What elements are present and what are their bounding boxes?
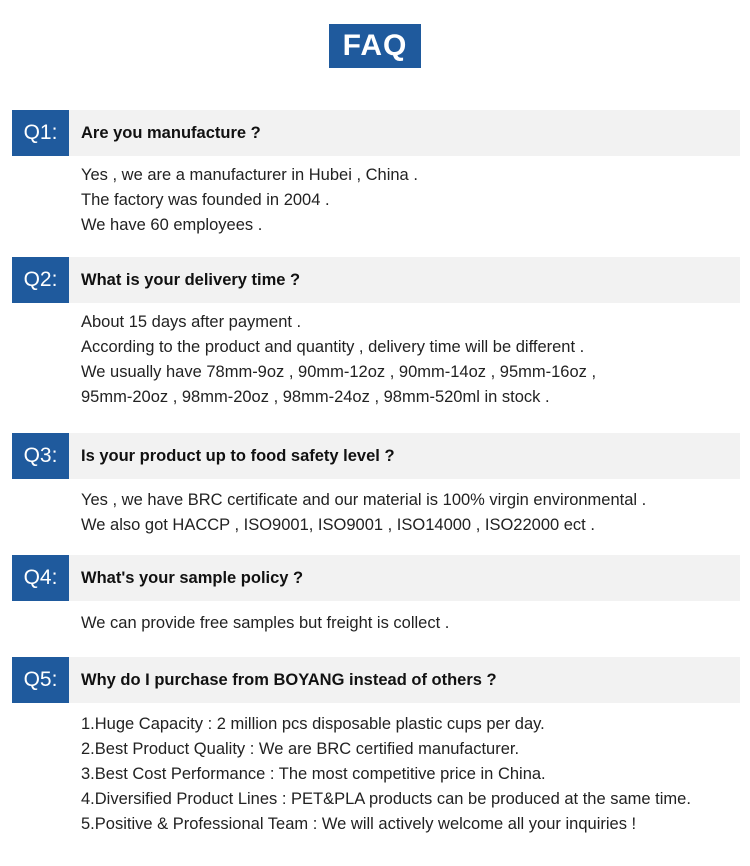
answer-line: According to the product and quantity , delivery time will be different .	[81, 338, 585, 356]
answer-line: 3.Best Cost Performance : The most competitive price in China.	[81, 765, 546, 783]
answer	[81, 488, 646, 538]
answer-line: 1.Huge Capacity : 2 million pcs disposable plastic cups per day.	[81, 715, 545, 733]
answer-line: Yes , we have BRC certificate and our material is 100% virgin environmental .	[81, 491, 647, 509]
question-bar	[12, 110, 740, 156]
answer	[81, 163, 418, 238]
answer	[81, 712, 691, 837]
answer-line: Yes , we are a manufacturer in Hubei , China .	[81, 166, 418, 184]
question-bar	[12, 657, 740, 703]
answer-line: 2.Best Product Quality : We are BRC certified manufacturer.	[81, 740, 520, 758]
question-text: What is your delivery time ?	[81, 271, 301, 289]
question-text: Why do I purchase from BOYANG instead of others ?	[81, 671, 497, 689]
question-text: What's your sample policy ?	[81, 569, 304, 587]
answer	[81, 611, 449, 636]
faq-item-q3	[12, 433, 740, 534]
question-number: Q4:	[12, 555, 69, 601]
question-number: Q2:	[12, 257, 69, 303]
question-bar	[12, 433, 740, 479]
question-number: Q3:	[12, 433, 69, 479]
faq-item-q1	[12, 110, 740, 234]
answer-line: 4.Diversified Product Lines : PET&PLA products can be produced at the same time.	[81, 790, 691, 808]
question-text: Is your product up to food safety level ?	[81, 447, 395, 465]
faq-item-q5	[12, 657, 740, 833]
question-bar	[12, 257, 740, 303]
answer-line: The factory was founded in 2004 .	[81, 191, 330, 209]
question-text: Are you manufacture ?	[81, 124, 261, 142]
question-bar	[12, 555, 740, 601]
answer-line: We can provide free samples but freight is collect .	[81, 614, 450, 632]
faq-item-q2	[12, 257, 740, 406]
faq-item-q4	[12, 555, 740, 632]
question-number: Q1:	[12, 110, 69, 156]
question-number: Q5:	[12, 657, 69, 703]
answer-line: We also got HACCP , ISO9001, ISO9001 , ISO14000 , ISO22000 ect .	[81, 516, 595, 534]
page-title: FAQ	[329, 24, 422, 68]
title-wrap	[0, 24, 750, 68]
answer-line: 5.Positive & Professional Team : We will actively welcome all your inquiries !	[81, 815, 637, 833]
answer-line: About 15 days after payment .	[81, 313, 302, 331]
answer-line: 95mm-20oz , 98mm-20oz , 98mm-24oz , 98mm-520ml in stock .	[81, 388, 550, 406]
answer-line: We usually have 78mm-9oz , 90mm-12oz , 90mm-14oz , 95mm-16oz ,	[81, 363, 597, 381]
answer	[81, 310, 596, 410]
answer-line: We have 60 employees .	[81, 216, 263, 234]
